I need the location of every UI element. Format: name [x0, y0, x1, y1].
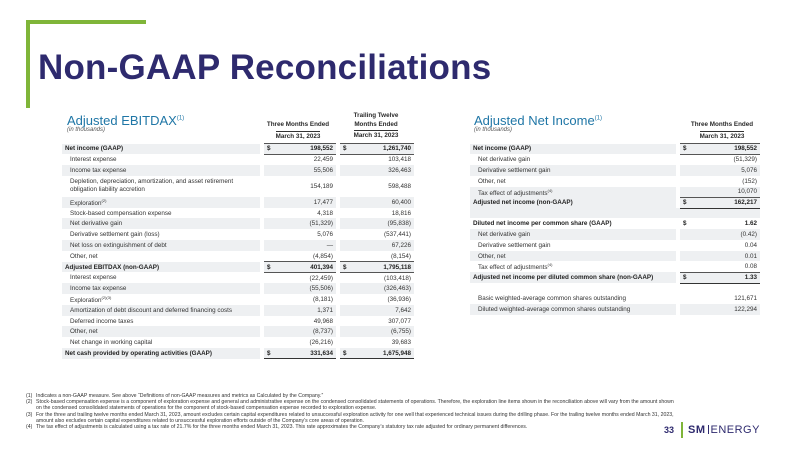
spacer-row — [470, 283, 760, 293]
value-three-months: 1.33 — [690, 272, 760, 283]
table-row — [62, 316, 414, 327]
net-income-table — [470, 143, 760, 315]
value-three-months: 401,394 — [274, 262, 336, 273]
footnote-ref: (4) — [547, 262, 553, 268]
currency-symbol — [340, 272, 350, 283]
row-label — [470, 176, 676, 187]
value-trailing-twelve: 1,675,948 — [350, 348, 414, 359]
row-label — [62, 326, 260, 337]
footnotes — [26, 393, 676, 430]
currency-symbol — [340, 251, 350, 262]
row-label — [62, 294, 260, 305]
row-label — [62, 262, 260, 273]
currency-symbol — [680, 165, 690, 176]
table-row — [62, 229, 414, 240]
footnote — [26, 412, 676, 424]
company-logo: SM ENERGY — [688, 424, 760, 436]
table-row — [62, 326, 414, 337]
table-row — [470, 304, 760, 315]
currency-symbol — [340, 165, 350, 176]
value-three-months: 162,217 — [690, 197, 760, 208]
row-label — [62, 337, 260, 348]
table-row — [62, 165, 414, 176]
row-label-text: Other, net — [70, 252, 98, 260]
currency-symbol — [340, 305, 350, 316]
row-label — [470, 293, 676, 304]
value-three-months: — — [274, 240, 336, 251]
currency-symbol — [264, 316, 274, 327]
spacer-row — [470, 208, 760, 218]
value-three-months: 121,671 — [734, 294, 757, 302]
currency-symbol — [680, 293, 690, 304]
row-label-text: Exploration — [70, 199, 102, 207]
row-label-text: Tax effect of adjustments — [478, 264, 548, 272]
value-three-months: 4,318 — [317, 209, 333, 217]
footnote-number: (2) — [26, 399, 33, 406]
row-label-text: Adjusted net income per diluted common share (non-GAAP) — [473, 274, 654, 282]
page-title: Non-GAAP Reconciliations — [38, 48, 492, 87]
row-label-text: Derivative settlement gain — [478, 241, 551, 249]
value-three-months: 1.62 — [744, 220, 757, 228]
table-row — [470, 229, 760, 240]
value-three-months: 198,552 — [690, 144, 760, 155]
footnote-number: (3) — [26, 411, 33, 418]
row-label-text: Diluted net income per common share (GAAP) — [473, 220, 612, 228]
value-three-months: 10,070 — [690, 187, 760, 198]
currency-symbol — [264, 197, 274, 208]
currency-symbol: $ — [680, 272, 690, 283]
row-label-text: Net loss on extinguishment of debt — [70, 241, 167, 249]
currency-symbol — [264, 283, 274, 294]
row-label-text: Depletion, depreciation, amortization, and asset retirement obligation liability accretion — [70, 178, 234, 194]
spacer-cell — [470, 208, 760, 218]
footnote-number: (4) — [26, 424, 33, 431]
row-label-text: Derivative settlement gain — [478, 166, 551, 174]
table-row — [62, 262, 414, 273]
table-row — [470, 187, 760, 198]
currency-symbol — [264, 326, 274, 337]
currency-symbol: $ — [340, 144, 350, 155]
currency-symbol — [340, 197, 350, 208]
table-row — [62, 251, 414, 262]
currency-symbol: $ — [340, 262, 350, 273]
value-three-months: 55,506 — [274, 165, 336, 176]
footnote-number: (1) — [26, 393, 33, 399]
value-trailing-twelve: 7,642 — [350, 305, 414, 316]
currency-symbol — [340, 316, 350, 327]
row-label — [62, 251, 260, 262]
accent-bar-horizontal — [26, 20, 146, 24]
currency-symbol — [340, 240, 350, 251]
value-three-months: (0.42) — [690, 229, 760, 240]
logo-divider — [681, 422, 683, 438]
table-row — [62, 240, 414, 251]
currency-symbol — [264, 208, 274, 219]
row-label — [62, 218, 260, 229]
row-label-text: Net income (GAAP) — [473, 145, 532, 153]
currency-symbol — [340, 326, 350, 337]
net-income-units-note: (in thousands) — [474, 127, 513, 133]
accent-bar-vertical — [26, 20, 30, 108]
currency-symbol — [340, 208, 350, 219]
row-label-text: Net derivative gain — [478, 230, 531, 238]
value-trailing-twelve: (6,755) — [350, 326, 414, 337]
row-label-text: Tax effect of adjustments — [478, 189, 548, 197]
value-three-months: (8,737) — [274, 326, 336, 337]
row-label — [470, 218, 676, 229]
spacer-cell — [470, 283, 760, 293]
value-three-months: (26,216) — [309, 339, 333, 347]
net-income-col1-header: Three Months Ended March 31, 2023 — [690, 121, 754, 140]
row-label — [62, 272, 260, 283]
row-label — [470, 187, 676, 198]
value-trailing-twelve: (36,936) — [387, 295, 411, 303]
row-label-text: Other, net — [478, 177, 506, 185]
currency-symbol: $ — [264, 262, 274, 273]
table-row — [62, 305, 414, 316]
currency-symbol: $ — [680, 144, 690, 155]
value-three-months: 154,189 — [310, 182, 333, 190]
value-three-months: 0.01 — [690, 251, 760, 262]
value-trailing-twelve: 1,261,740 — [350, 144, 414, 155]
value-three-months: 0.04 — [744, 241, 757, 249]
value-trailing-twelve: (537,441) — [384, 231, 411, 239]
currency-symbol: $ — [264, 144, 274, 155]
table-row — [62, 283, 414, 294]
value-trailing-twelve: 1,795,118 — [350, 262, 414, 273]
table-row — [62, 208, 414, 219]
value-trailing-twelve: 307,077 — [388, 317, 411, 325]
row-label — [62, 144, 260, 155]
table-row — [470, 293, 760, 304]
currency-symbol: $ — [680, 197, 690, 208]
currency-symbol — [340, 229, 350, 240]
currency-symbol — [340, 218, 350, 229]
row-label — [62, 316, 260, 327]
table-row — [470, 144, 760, 155]
value-trailing-twelve: 60,400 — [350, 197, 414, 208]
row-label — [62, 197, 260, 208]
value-trailing-twelve: (8,154) — [391, 252, 411, 260]
value-three-months: (51,329) — [733, 156, 757, 164]
value-trailing-twelve: 18,816 — [391, 209, 411, 217]
value-three-months: 198,552 — [274, 144, 336, 155]
value-trailing-twelve: 103,418 — [388, 156, 411, 164]
row-label — [62, 305, 260, 316]
footnote-ref: (2)(3) — [101, 294, 112, 300]
currency-symbol — [264, 272, 274, 283]
value-three-months: 49,968 — [313, 317, 333, 325]
table-row — [470, 154, 760, 165]
table-row — [62, 144, 414, 155]
row-label-text: Exploration — [70, 297, 102, 304]
currency-symbol: $ — [340, 348, 350, 359]
footnote-text: For the three and trailing twelve months ended March 31, 2023, amount excludes certain capital expenditures related to unsuccessful exploration activity for one well that experienced technical issues during the drilling phase. For the trailing twelve months ended March 31, 2023, amount also excludes certain capital expenditures related to unsuccessful exploration efforts outside of the Company’s core areas of operation. — [36, 411, 674, 424]
table-row — [470, 165, 760, 176]
value-three-months: 5,076 — [317, 231, 333, 239]
value-three-months: 122,294 — [690, 304, 760, 315]
row-label-text: Derivative settlement gain (loss) — [70, 231, 160, 239]
currency-symbol — [264, 154, 274, 165]
currency-symbol — [340, 176, 350, 197]
net-income-title: Adjusted Net Income$^{(1)}$ — [474, 113, 603, 128]
row-label-text: Deferred income taxes — [70, 317, 134, 325]
table-row — [470, 240, 760, 251]
footnote-text: Stock-based compensation expense is a component of exploration expense and general and administrative expense on the condensed consolidated statements of operations. Therefore, the exploration line items shown in the reconciliation above will vary from the amount shown on the condensed consolidated statements of operations for the component of stock-based compensation expense recorded to exploration expense. — [36, 399, 674, 412]
row-label-text: Diluted weighted-average common shares outstanding — [478, 305, 631, 313]
row-label-text: Adjusted EBITDAX (non-GAAP) — [65, 263, 160, 271]
currency-symbol — [264, 305, 274, 316]
currency-symbol — [264, 337, 274, 348]
value-trailing-twelve: 326,463 — [350, 165, 414, 176]
row-label — [470, 197, 676, 208]
value-trailing-twelve: (326,463) — [350, 283, 414, 294]
row-label — [62, 240, 260, 251]
currency-symbol — [680, 229, 690, 240]
value-three-months: (152) — [742, 177, 757, 185]
row-label — [470, 261, 676, 272]
row-label-text: Other, net — [478, 252, 506, 260]
row-label — [470, 272, 676, 283]
currency-symbol — [264, 176, 274, 197]
ebitdax-table — [62, 143, 414, 359]
row-label-text: Net derivative gain — [70, 220, 123, 228]
row-label — [470, 251, 676, 262]
currency-symbol — [340, 283, 350, 294]
currency-symbol — [680, 187, 690, 198]
table-row — [470, 176, 760, 187]
footnote — [26, 399, 676, 411]
row-label-text: Income tax expense — [70, 166, 127, 174]
currency-symbol — [680, 261, 690, 272]
ebitdax-col2-header: Trailing Twelve Months Ended March 31, 2023 — [353, 112, 399, 139]
currency-symbol: $ — [264, 348, 274, 359]
table-row — [62, 176, 414, 197]
row-label — [62, 229, 260, 240]
row-label — [470, 304, 676, 315]
table-row — [470, 218, 760, 229]
currency-symbol — [264, 165, 274, 176]
table-row — [62, 197, 414, 208]
value-three-months: 17,477 — [274, 197, 336, 208]
currency-symbol — [264, 229, 274, 240]
table-row — [62, 218, 414, 229]
footnote — [26, 424, 676, 430]
ebitdax-col1-header: Three Months Ended March 31, 2023 — [266, 121, 330, 140]
row-label — [470, 240, 676, 251]
table-row — [470, 251, 760, 262]
row-label-text: Basic weighted-average common shares outstanding — [478, 294, 627, 302]
currency-symbol — [680, 304, 690, 315]
currency-symbol — [264, 240, 274, 251]
row-label-text: Net derivative gain — [478, 156, 531, 164]
table-row — [470, 272, 760, 283]
row-label — [470, 229, 676, 240]
footnote-ref: (2) — [101, 197, 107, 203]
value-three-months: (4,854) — [313, 252, 333, 260]
row-label-text: Net change in working capital — [70, 339, 153, 347]
value-trailing-twelve: 39,683 — [391, 339, 411, 347]
row-label — [470, 165, 676, 176]
row-label — [470, 144, 676, 155]
ebitdax-title: Adjusted EBITDAX$^{(1)}$ — [67, 113, 185, 128]
value-trailing-twelve: (95,838) — [350, 218, 414, 229]
currency-symbol — [340, 337, 350, 348]
value-three-months: (22,459) — [309, 274, 333, 282]
row-label — [470, 154, 676, 165]
row-label — [62, 165, 260, 176]
value-three-months: (8,181) — [313, 295, 333, 303]
row-label — [62, 348, 260, 359]
ebitdax-units-note: (in thousands) — [67, 127, 106, 133]
currency-symbol — [264, 218, 274, 229]
currency-symbol: $ — [683, 220, 687, 228]
row-label-text: Net income (GAAP) — [65, 145, 124, 153]
row-label-text: Income tax expense — [70, 285, 127, 293]
currency-symbol — [340, 154, 350, 165]
currency-symbol — [680, 154, 690, 165]
value-three-months: 22,459 — [313, 156, 333, 164]
currency-symbol — [340, 294, 350, 305]
row-label-text: Interest expense — [70, 274, 117, 282]
currency-symbol — [680, 251, 690, 262]
currency-symbol — [264, 294, 274, 305]
currency-symbol — [680, 240, 690, 251]
table-row — [470, 197, 760, 208]
table-row — [62, 154, 414, 165]
value-three-months: 1,371 — [274, 305, 336, 316]
row-label — [62, 176, 260, 197]
value-three-months: (51,329) — [274, 218, 336, 229]
table-row — [62, 348, 414, 359]
table-row — [62, 337, 414, 348]
value-trailing-twelve: 598,488 — [388, 182, 411, 190]
table-row — [470, 261, 760, 272]
value-three-months: (55,506) — [274, 283, 336, 294]
currency-symbol — [264, 251, 274, 262]
currency-symbol — [680, 176, 690, 187]
value-trailing-twelve: 67,226 — [350, 240, 414, 251]
footnote-ref: (4) — [547, 187, 553, 193]
row-label-text: Adjusted net income (non-GAAP) — [473, 199, 573, 207]
row-label — [62, 208, 260, 219]
row-label-text: Stock-based compensation expense — [70, 209, 172, 217]
table-row — [62, 294, 414, 305]
row-label — [62, 283, 260, 294]
value-three-months: 331,634 — [274, 348, 336, 359]
value-trailing-twelve: (103,418) — [384, 274, 411, 282]
row-label-text: Net cash provided by operating activities (GAAP) — [65, 349, 212, 357]
row-label-text: Amortization of debt discount and deferred financing costs — [70, 306, 233, 314]
footnote-text: The tax effect of adjustments is calculated using a tax rate of 21.7% for the three months ended March 31, 2023. This rate approximates the Company’s statutory tax rate adjusted for ordinary permanent differences. — [36, 424, 528, 431]
value-three-months: 0.08 — [744, 263, 757, 271]
page-number: 33 — [664, 425, 675, 435]
row-label-text: Interest expense — [70, 156, 117, 164]
value-three-months: 5,076 — [690, 165, 760, 176]
row-label — [62, 154, 260, 165]
table-row — [62, 272, 414, 283]
row-label-text: Other, net — [70, 328, 98, 336]
footnote-text: Indicates a non-GAAP measure. See above “Definitions of non-GAAP measures and metrics as Calculated by the Company.” — [36, 393, 324, 399]
